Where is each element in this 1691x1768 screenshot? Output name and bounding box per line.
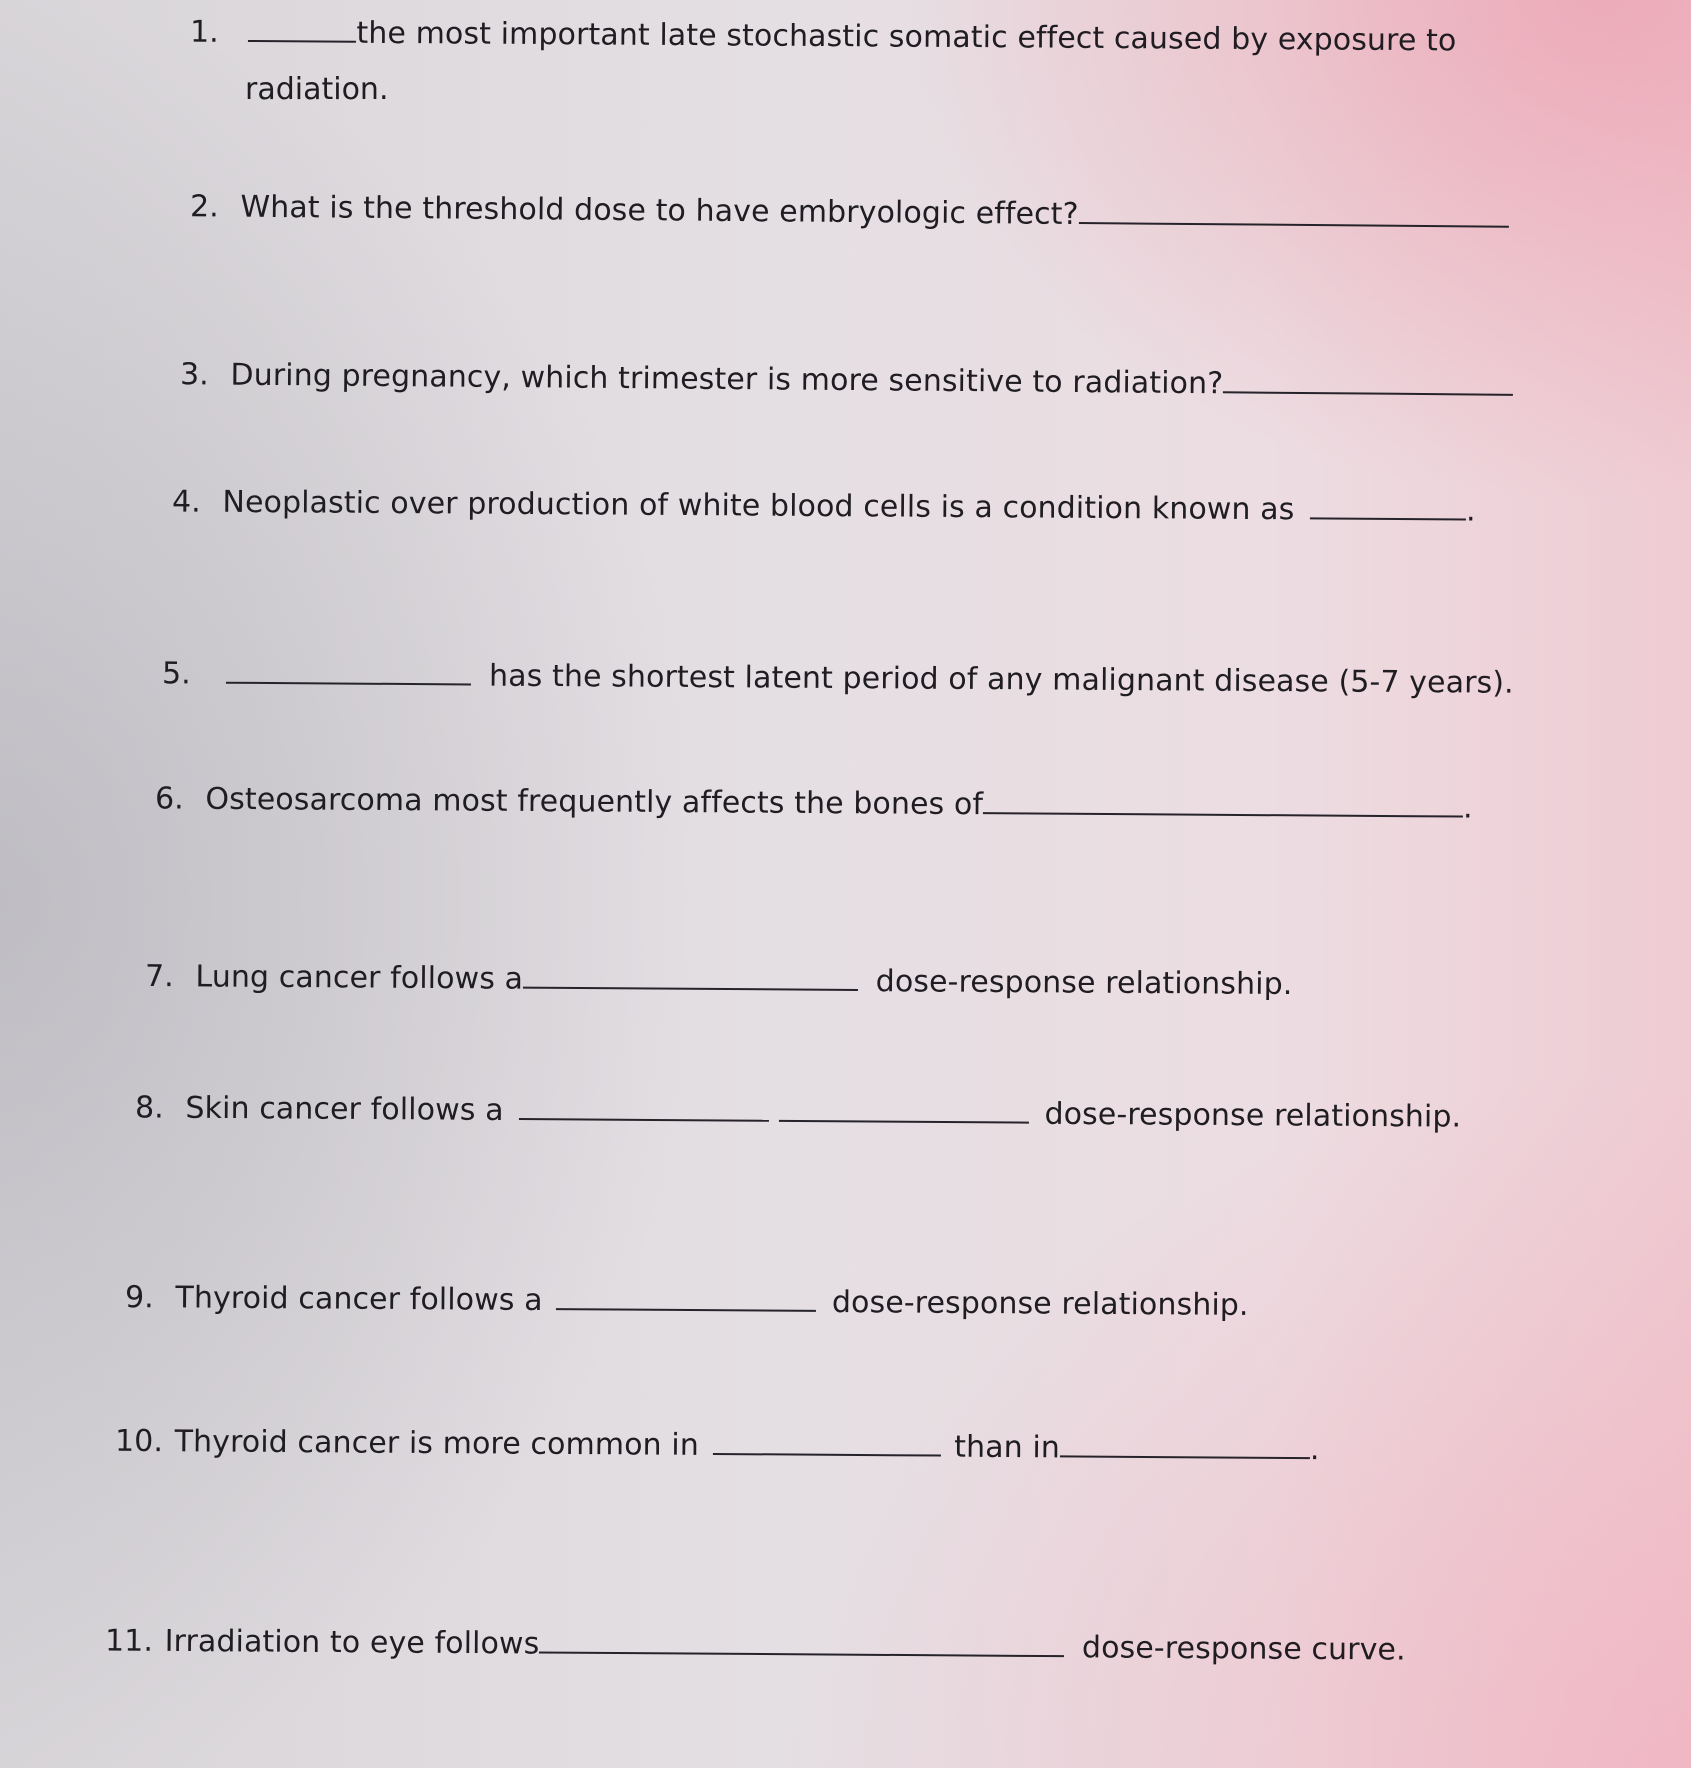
answer-blank[interactable] <box>226 656 471 686</box>
question-text-after: dose-response relationship. <box>1044 1096 1462 1135</box>
question-number: 2. <box>189 189 220 225</box>
question-number: 9. <box>124 1280 154 1316</box>
question-text: Lung cancer follows a <box>195 959 524 997</box>
question-6 <box>155 780 1473 826</box>
question-1-continuation: radiation. <box>245 72 389 107</box>
answer-blank[interactable] <box>556 1282 816 1312</box>
question-8 <box>135 1089 1461 1135</box>
question-text-after: dose-response curve. <box>1081 1630 1406 1668</box>
question-punctuation: . <box>1465 493 1476 529</box>
question-9 <box>125 1279 1249 1324</box>
question-number: 7. <box>144 958 174 995</box>
question-text: has the shortest latent period of any malignant disease (5-7 years). <box>488 658 1514 701</box>
question-10 <box>115 1423 1320 1468</box>
question-text-middle: than in <box>954 1429 1061 1466</box>
question-text: Thyroid cancer follows a <box>175 1280 543 1318</box>
question-1 <box>190 14 1457 60</box>
question-punctuation: . <box>1309 1432 1320 1468</box>
question-text: What is the threshold dose to have embryologic effect? <box>240 189 1079 233</box>
question-text: During pregnancy, which trimester is more sensitive to radiation? <box>230 357 1224 402</box>
question-text: Skin cancer follows a <box>185 1090 504 1128</box>
question-number: 8. <box>134 1090 164 1126</box>
question-number: 4. <box>171 484 201 520</box>
answer-blank-2[interactable] <box>779 1094 1029 1124</box>
question-number: 1. <box>189 14 219 50</box>
question-text: the most important late stochastic somatic effect caused by exposure to <box>356 15 1457 59</box>
question-text: Irradiation to eye follows <box>164 1623 540 1662</box>
answer-blank[interactable] <box>248 14 356 43</box>
answer-blank-2[interactable] <box>1060 1429 1310 1459</box>
answer-blank-1[interactable] <box>519 1092 769 1122</box>
question-11 <box>105 1622 1406 1668</box>
question-number: 3. <box>179 357 210 393</box>
answer-blank[interactable] <box>539 1625 1064 1657</box>
question-text: Thyroid cancer is more common in <box>174 1424 700 1463</box>
answer-blank[interactable] <box>1079 196 1509 228</box>
question-text-after: dose-response relationship. <box>875 964 1293 1003</box>
question-text: Neoplastic over production of white blood cells is a condition known as <box>222 484 1295 528</box>
question-4 <box>172 483 1476 529</box>
question-7 <box>145 958 1293 1003</box>
answer-blank[interactable] <box>523 961 858 991</box>
question-number: 6. <box>154 781 184 817</box>
question-number: 11. <box>104 1623 154 1659</box>
question-text: Osteosarcoma most frequently affects the bones of <box>205 781 984 823</box>
question-number: 10. <box>114 1423 164 1460</box>
question-number: 5. <box>161 656 191 692</box>
question-3 <box>180 356 1514 405</box>
question-2 <box>190 188 1509 237</box>
question-text-after: dose-response relationship. <box>831 1285 1249 1323</box>
answer-blank[interactable] <box>1223 365 1513 396</box>
question-punctuation: . <box>1462 790 1473 826</box>
answer-blank[interactable] <box>983 786 1463 817</box>
question-5 <box>162 655 1514 701</box>
answer-blank-1[interactable] <box>712 1427 940 1457</box>
answer-blank[interactable] <box>1310 491 1466 520</box>
